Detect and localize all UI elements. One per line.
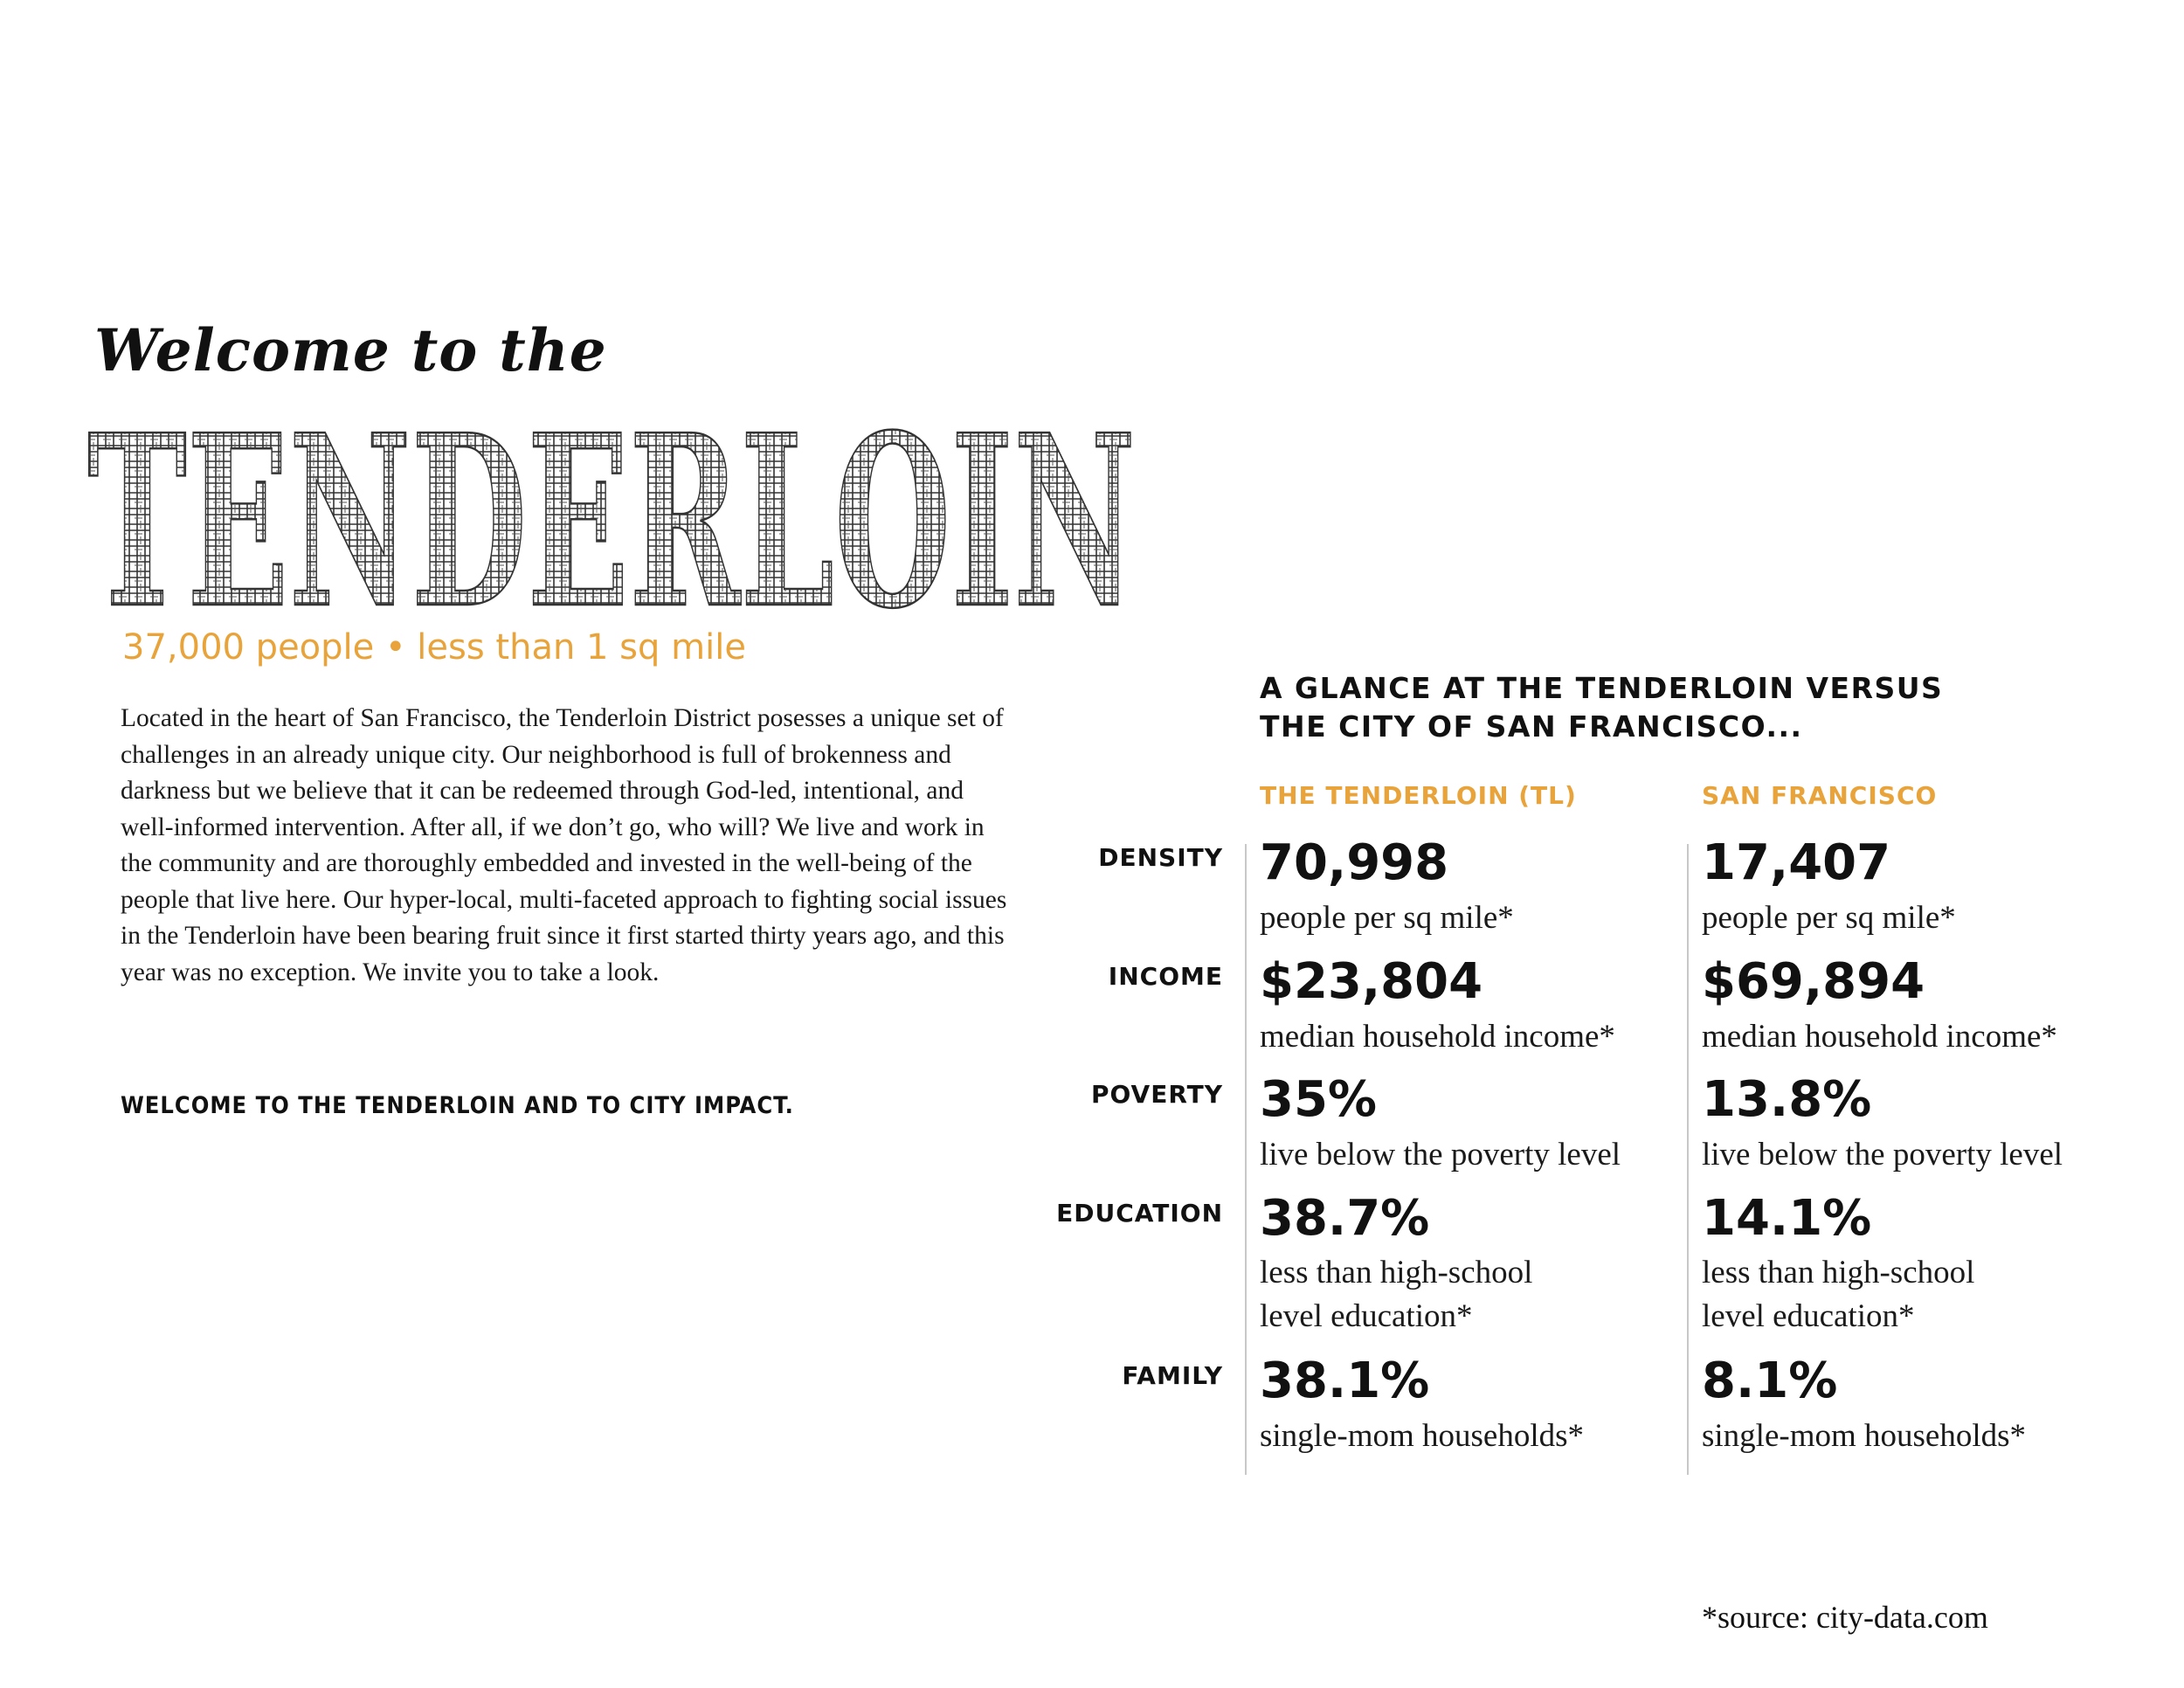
sf-income-desc: median household income* [1702, 1019, 2057, 1055]
tl-education-desc: less than high-school [1260, 1255, 1533, 1290]
sf-density-desc: people per sq mile* [1702, 900, 1956, 936]
metric-label-education: EDUCATION [1056, 1199, 1223, 1228]
sf-density-value: 17,407 [1702, 834, 1891, 891]
intro-paragraph: Located in the heart of San Francisco, the Tenderloin District posesses a unique set of challenges in an already unique city. Our neighborhood is full of brokenness and darkness but we believe that it can be redeemed through God-led, intentional, and well-informed intervention. After all, if we don’t go, who will? We live and work in the community and are thoroughly embedded and invested in the well-being of the people that live here. Our hyper-local, multi-faceted approach to fighting social issues in the Tenderloin have been bearing fruit since it first started thirty years ago, and this year was no exception. We invite you to take a look. [121, 704, 1007, 986]
population-tagline: 37,000 people • less than 1 sq mile [122, 627, 746, 668]
welcome-script-heading: Welcome to the [94, 316, 607, 384]
sf-poverty-value: 13.8% [1702, 1071, 1872, 1128]
tl-income-desc: median household income* [1260, 1019, 1615, 1055]
tl-education-value: 38.7% [1260, 1190, 1430, 1247]
sf-education-desc: less than high-school [1702, 1255, 1975, 1290]
closing-statement: WELCOME TO THE TENDERLOIN AND TO CITY IMPACT. [121, 1092, 794, 1119]
sf-family-desc: single-mom households* [1702, 1418, 2027, 1454]
sf-education-value: 14.1% [1702, 1190, 1872, 1247]
sf-family-value: 8.1% [1702, 1352, 1838, 1409]
metric-label-income: INCOME [1108, 962, 1223, 991]
comparison-heading-line2: THE CITY OF SAN FRANCISCO... [1260, 709, 1803, 744]
tenderloin-title [87, 411, 1144, 620]
tl-poverty-desc: live below the poverty level [1260, 1137, 1621, 1173]
tl-density-value: 70,998 [1260, 834, 1449, 891]
tl-family-value: 38.1% [1260, 1352, 1430, 1409]
tl-education-desc-line2: level education* [1260, 1298, 1473, 1334]
source-citation: *source: city-data.com [1702, 1600, 1988, 1635]
tl-income-value: $23,804 [1260, 953, 1483, 1010]
column-divider-san-francisco [1687, 844, 1689, 1475]
metric-label-family: FAMILY [1122, 1361, 1223, 1390]
metric-label-poverty: POVERTY [1090, 1080, 1223, 1109]
sf-poverty-desc: live below the poverty level [1702, 1137, 2063, 1173]
column-header-tenderloin: THE TENDERLOIN (TL) [1260, 781, 1577, 810]
comparison-heading-line1: A GLANCE AT THE TENDERLOIN VERSUS [1260, 671, 1944, 705]
tl-density-desc: people per sq mile* [1260, 900, 1514, 936]
metric-label-density: DENSITY [1098, 843, 1223, 872]
column-header-san-francisco: SAN FRANCISCO [1702, 781, 1938, 810]
column-divider-tenderloin [1245, 844, 1247, 1475]
tl-family-desc: single-mom households* [1260, 1418, 1585, 1454]
comparison-heading [1260, 669, 1943, 746]
tenderloin-title-text: TENDERLOIN [87, 411, 1136, 620]
tl-poverty-value: 35% [1260, 1071, 1378, 1128]
sf-education-desc-line2: level education* [1702, 1298, 1915, 1334]
sf-income-value: $69,894 [1702, 953, 1925, 1010]
